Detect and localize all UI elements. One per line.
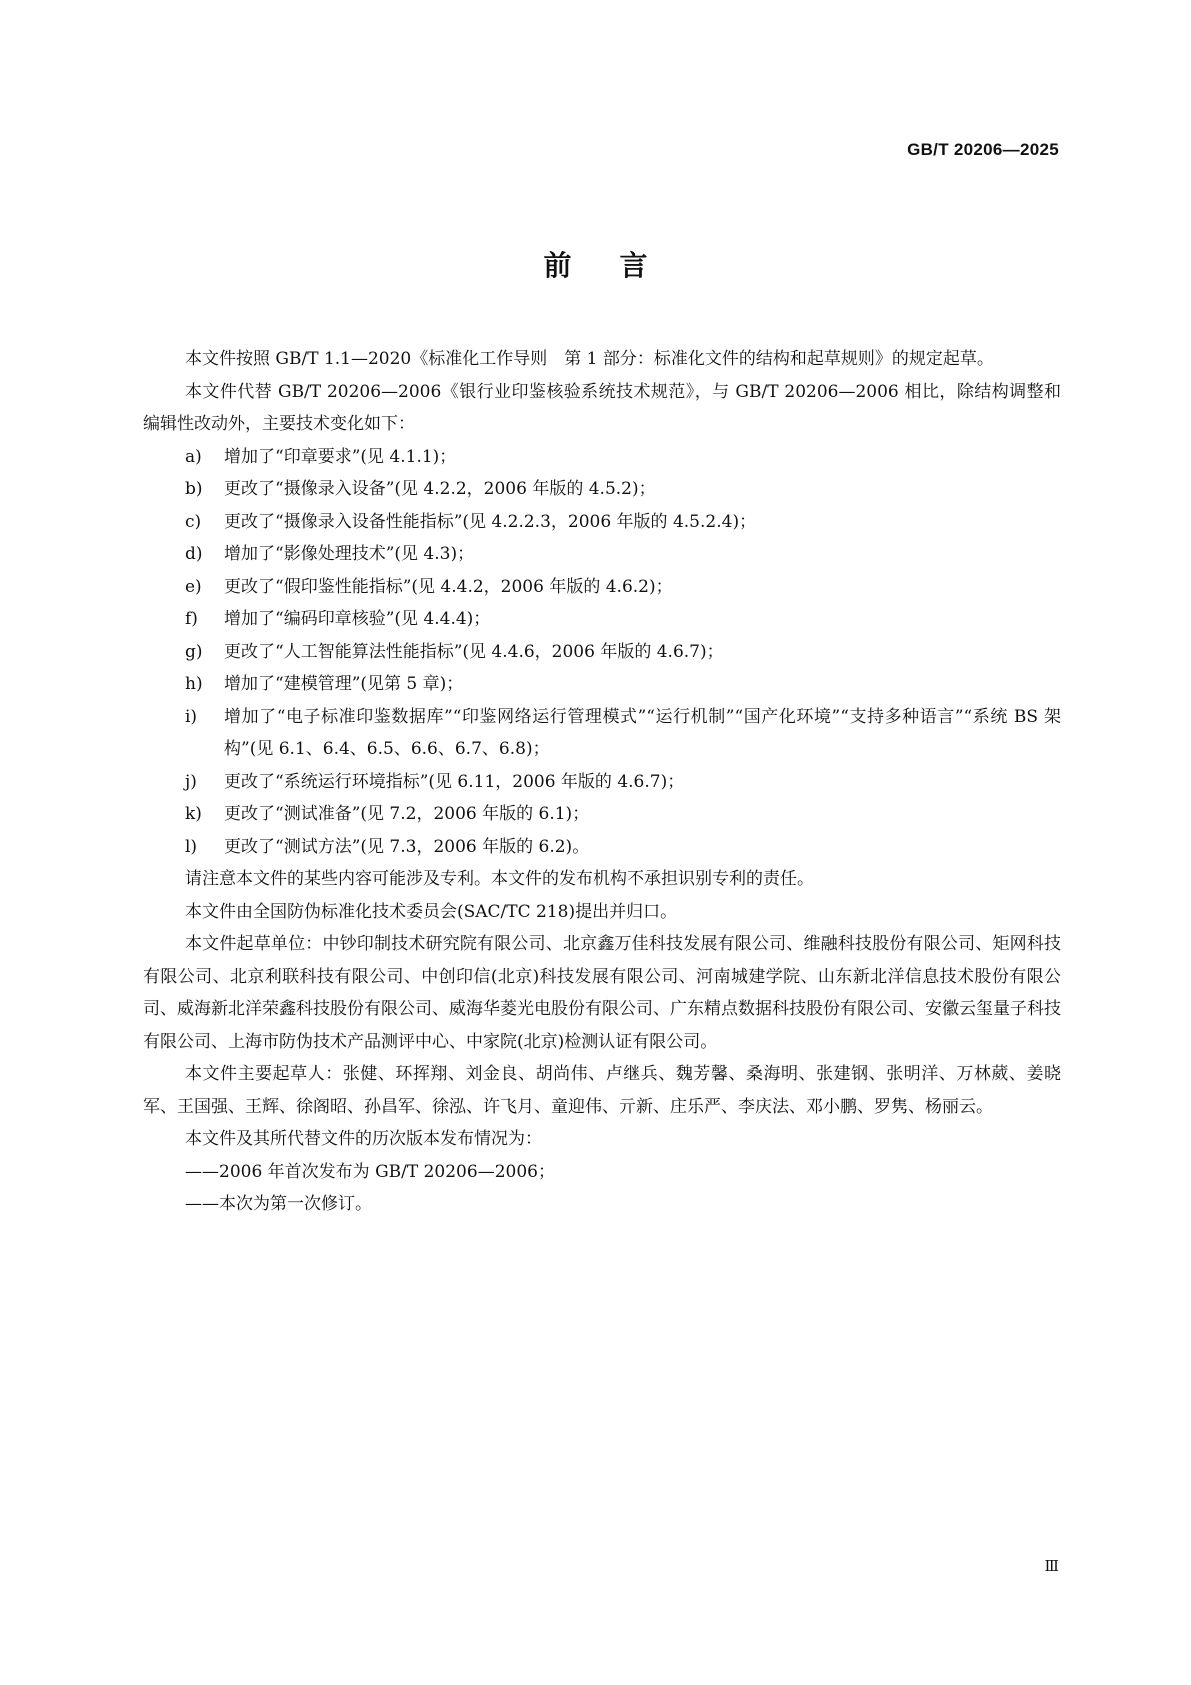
list-item-text: 更改了“摄像录入设备性能指标”(见 4.2.2.3，2006 年版的 4.5.2.4)； — [224, 511, 757, 532]
list-item-marker: l) — [185, 836, 198, 857]
list-item-text: 更改了“假印鉴性能指标”(见 4.4.2，2006 年版的 4.6.2)； — [224, 576, 673, 597]
list-item — [143, 506, 1061, 539]
list-item — [143, 831, 1061, 864]
list-item — [143, 668, 1061, 701]
patent-notice: 请注意本文件的某些内容可能涉及专利。本文件的发布机构不承担识别专利的责任。 — [185, 869, 814, 889]
changes-list — [143, 441, 1061, 864]
list-item-marker: h) — [185, 674, 203, 694]
list-item — [143, 798, 1061, 831]
list-item — [143, 571, 1061, 604]
drafting-units: 本文件起草单位：中钞印制技术研究院有限公司、北京鑫万佳科技发展有限公司、维融科技股份有限公司、矩网科技有限公司、北京利联科技有限公司、中创印信(北京)科技发展有限公司、河南城建学院、山东新北洋信息技术股份有限公司、威海新北洋荣鑫科技股份有限公司、威海华菱光电股份有限公司、广东精点数据科技股份有限公司、安徽云玺量子科技有限公司、上海市防伪技术产品测评中心、中家院(北京)检测认证有限公司。 — [143, 934, 1061, 1052]
list-item-marker: e) — [185, 576, 202, 597]
standard-code: GB/T 20206—2025 — [907, 140, 1059, 159]
drafters: 本文件主要起草人：张健、环挥翔、刘金良、胡尚伟、卢继兵、魏芳馨、桑海明、张建钢、张明洋、万林葳、姜晓军、王国强、王辉、徐阁昭、孙昌军、徐泓、许飞月、童迎伟、亓新、庄乐严、李庆法、邓小鹏、罗隽、杨丽云。 — [143, 1064, 1061, 1117]
history-item: ——2006 年首次发布为 GB/T 20206—2006； — [185, 1161, 555, 1182]
history-intro: 本文件及其所代替文件的历次版本发布情况为： — [185, 1129, 542, 1149]
list-item-text: 更改了“测试准备”(见 7.2，2006 年版的 6.1)； — [224, 804, 590, 824]
list-item-text: 增加了“电子标准印鉴数据库”“印鉴网络运行管理模式”“运行机制”“国产化环境”“支持多种语言”“系统 BS 架构”(见 6.1、6.4、6.5、6.6、6.7、6.8)； — [224, 706, 1061, 759]
list-item-marker: g) — [185, 641, 203, 662]
list-item-text: 增加了“建模管理”(见第 5 章)； — [224, 674, 464, 694]
list-item-marker: c) — [185, 511, 202, 532]
document-body — [143, 343, 1061, 1221]
list-item-marker: b) — [185, 479, 203, 499]
paragraph-drafting-rules: 本文件按照 GB/T 1.1—2020《标准化工作导则 第 1 部分：标准化文件的结构和起草规则》的规定起草。 — [185, 349, 994, 369]
list-item-marker: a) — [185, 446, 202, 467]
list-item-marker: k) — [185, 804, 202, 824]
list-item — [143, 766, 1061, 799]
list-item — [143, 701, 1061, 766]
list-item — [143, 473, 1061, 506]
paragraph-replacement: 本文件代替 GB/T 20206—2006《银行业印鉴核验系统技术规范》，与 GB/T 20206—2006 相比，除结构调整和编辑性改动外，主要技术变化如下： — [143, 381, 1061, 434]
list-item — [143, 603, 1061, 636]
list-item-text: 更改了“摄像录入设备”(见 4.2.2，2006 年版的 4.5.2)； — [224, 479, 656, 499]
list-item — [143, 441, 1061, 474]
list-item-text: 增加了“印章要求”(见 4.1.1)； — [224, 446, 457, 467]
list-item — [143, 538, 1061, 571]
list-item-marker: j) — [185, 771, 197, 792]
list-item-marker: d) — [185, 544, 203, 564]
list-item-marker: f) — [185, 609, 198, 629]
page-number: Ⅲ — [1044, 1557, 1059, 1575]
page-title: 前言 — [543, 249, 696, 282]
list-item — [143, 636, 1061, 669]
list-item-text: 更改了“系统运行环境指标”(见 6.11，2006 年版的 4.6.7)； — [224, 771, 685, 792]
list-item-text: 增加了“编码印章核验”(见 4.4.4)； — [224, 609, 491, 629]
list-item-marker: i) — [185, 706, 198, 727]
list-item-text: 更改了“人工智能算法性能指标”(见 4.4.6，2006 年版的 4.6.7)； — [224, 641, 724, 662]
proposer-statement: 本文件由全国防伪标准化技术委员会(SAC/TC 218)提出并归口。 — [185, 901, 678, 922]
history-item: ——本次为第一次修订。 — [185, 1194, 372, 1214]
list-item-text: 增加了“影像处理技术”(见 4.3)； — [224, 544, 475, 564]
list-item-text: 更改了“测试方法”(见 7.3，2006 年版的 6.2)。 — [224, 836, 590, 857]
